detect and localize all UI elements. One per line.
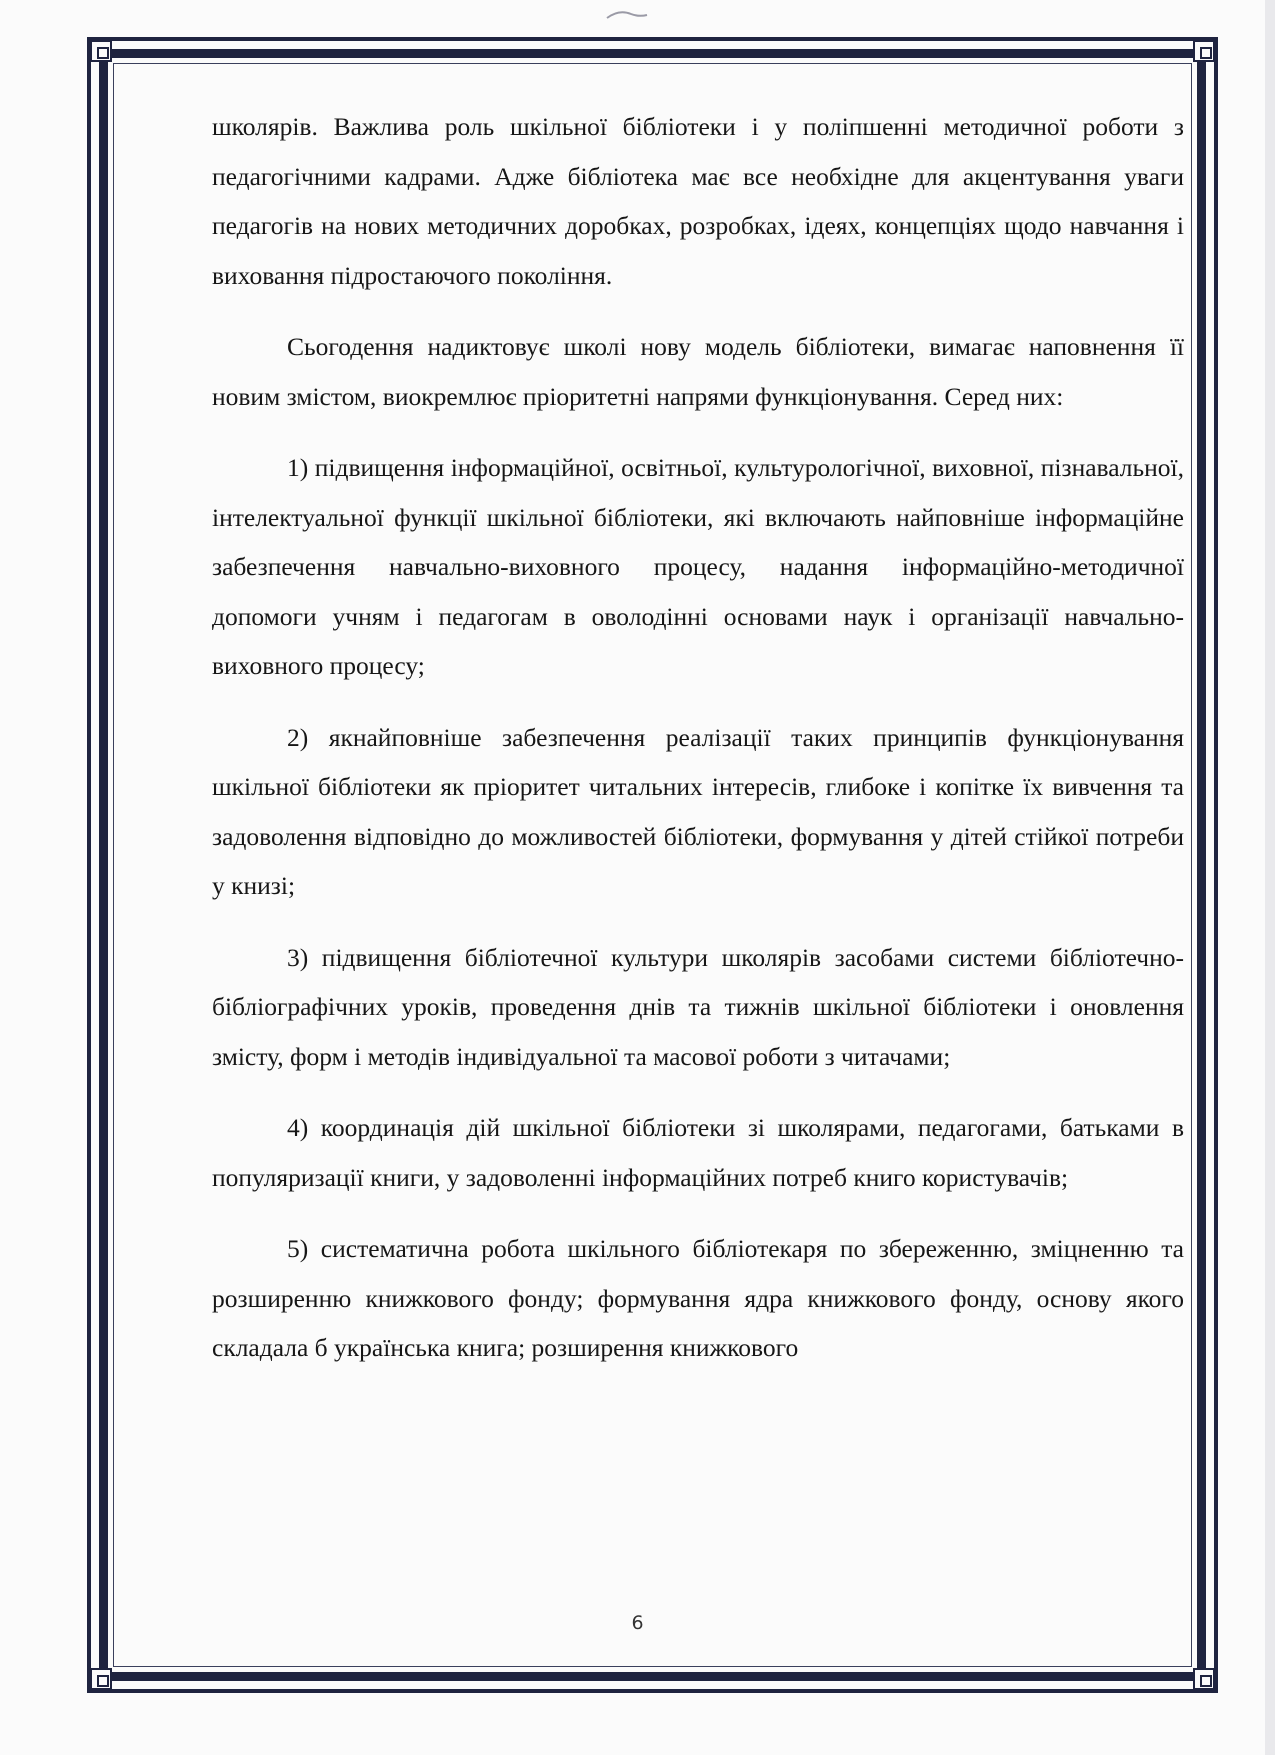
scan-mark — [605, 8, 649, 22]
list-item-2: 2) якнайповніше забезпечення реалізації таких принципів функціонування шкільної бібліотеки як пріоритет читальних інтересів, глибоке і копітке їх вивчення та задоволення відповідно до можливостей бібліотеки, формування у дітей стійкої потреби у книзі; — [212, 722, 1184, 900]
border-corner-ornament — [90, 1668, 112, 1690]
border-corner-ornament — [1193, 40, 1215, 62]
border-corner-ornament — [90, 40, 112, 62]
page-number: 6 — [631, 1612, 644, 1634]
scan-edge — [1265, 0, 1275, 1755]
list-item-3: 3) підвищення бібліотечної культури школярів засобами системи бібліотечно-бібліографічних уроків, проведення днів та тижнів шкільної бібліотеки і оновлення змісту, форм і методів індивідуальної та масової роботи з читачами; — [212, 942, 1184, 1071]
border-corner-ornament — [1193, 1668, 1215, 1690]
list-item-5: 5) систематична робота шкільного бібліотекаря по збереженню, зміцненню та розширенню книжкового фонду; формування ядра книжкового фонду, основу якого складала б українська книга; розширення книжкового — [212, 1234, 1184, 1362]
paragraph-intro: Сьогодення надиктовує школі нову модель бібліотеки, вимагає наповнення її новим змістом, виокремлює пріоритетні напрями функціонування. Серед них: — [212, 332, 1184, 411]
list-item-4: 4) координація дій шкільної бібліотеки зі школярами, педагогами, батьками в популяризації книги, у задоволенні інформаційних потреб книго користувачів; — [212, 1113, 1184, 1192]
page-content — [212, 102, 1184, 1395]
paragraph-continuation: школярів. Важлива роль шкільної бібліотеки і у поліпшенні методичної роботи з педагогічними кадрами. Адже бібліотека має все необхідне для акцентування уваги педагогів на нових методичних доробках, розробках, ідеях, концепціях щодо навчання і виховання підростаючого покоління. — [212, 112, 1184, 290]
list-item-1: 1) підвищення інформаційної, освітньої, культурологічної, виховної, пізнавальної, інтелектуальної функції шкільної бібліотеки, які включають найповніше інформаційне забезпечення навчально-виховного процесу, надання інформаційно-методичної допомоги учням і педагогам в оволодінні основами наук і організації навчально-виховного процесу; — [212, 453, 1184, 680]
